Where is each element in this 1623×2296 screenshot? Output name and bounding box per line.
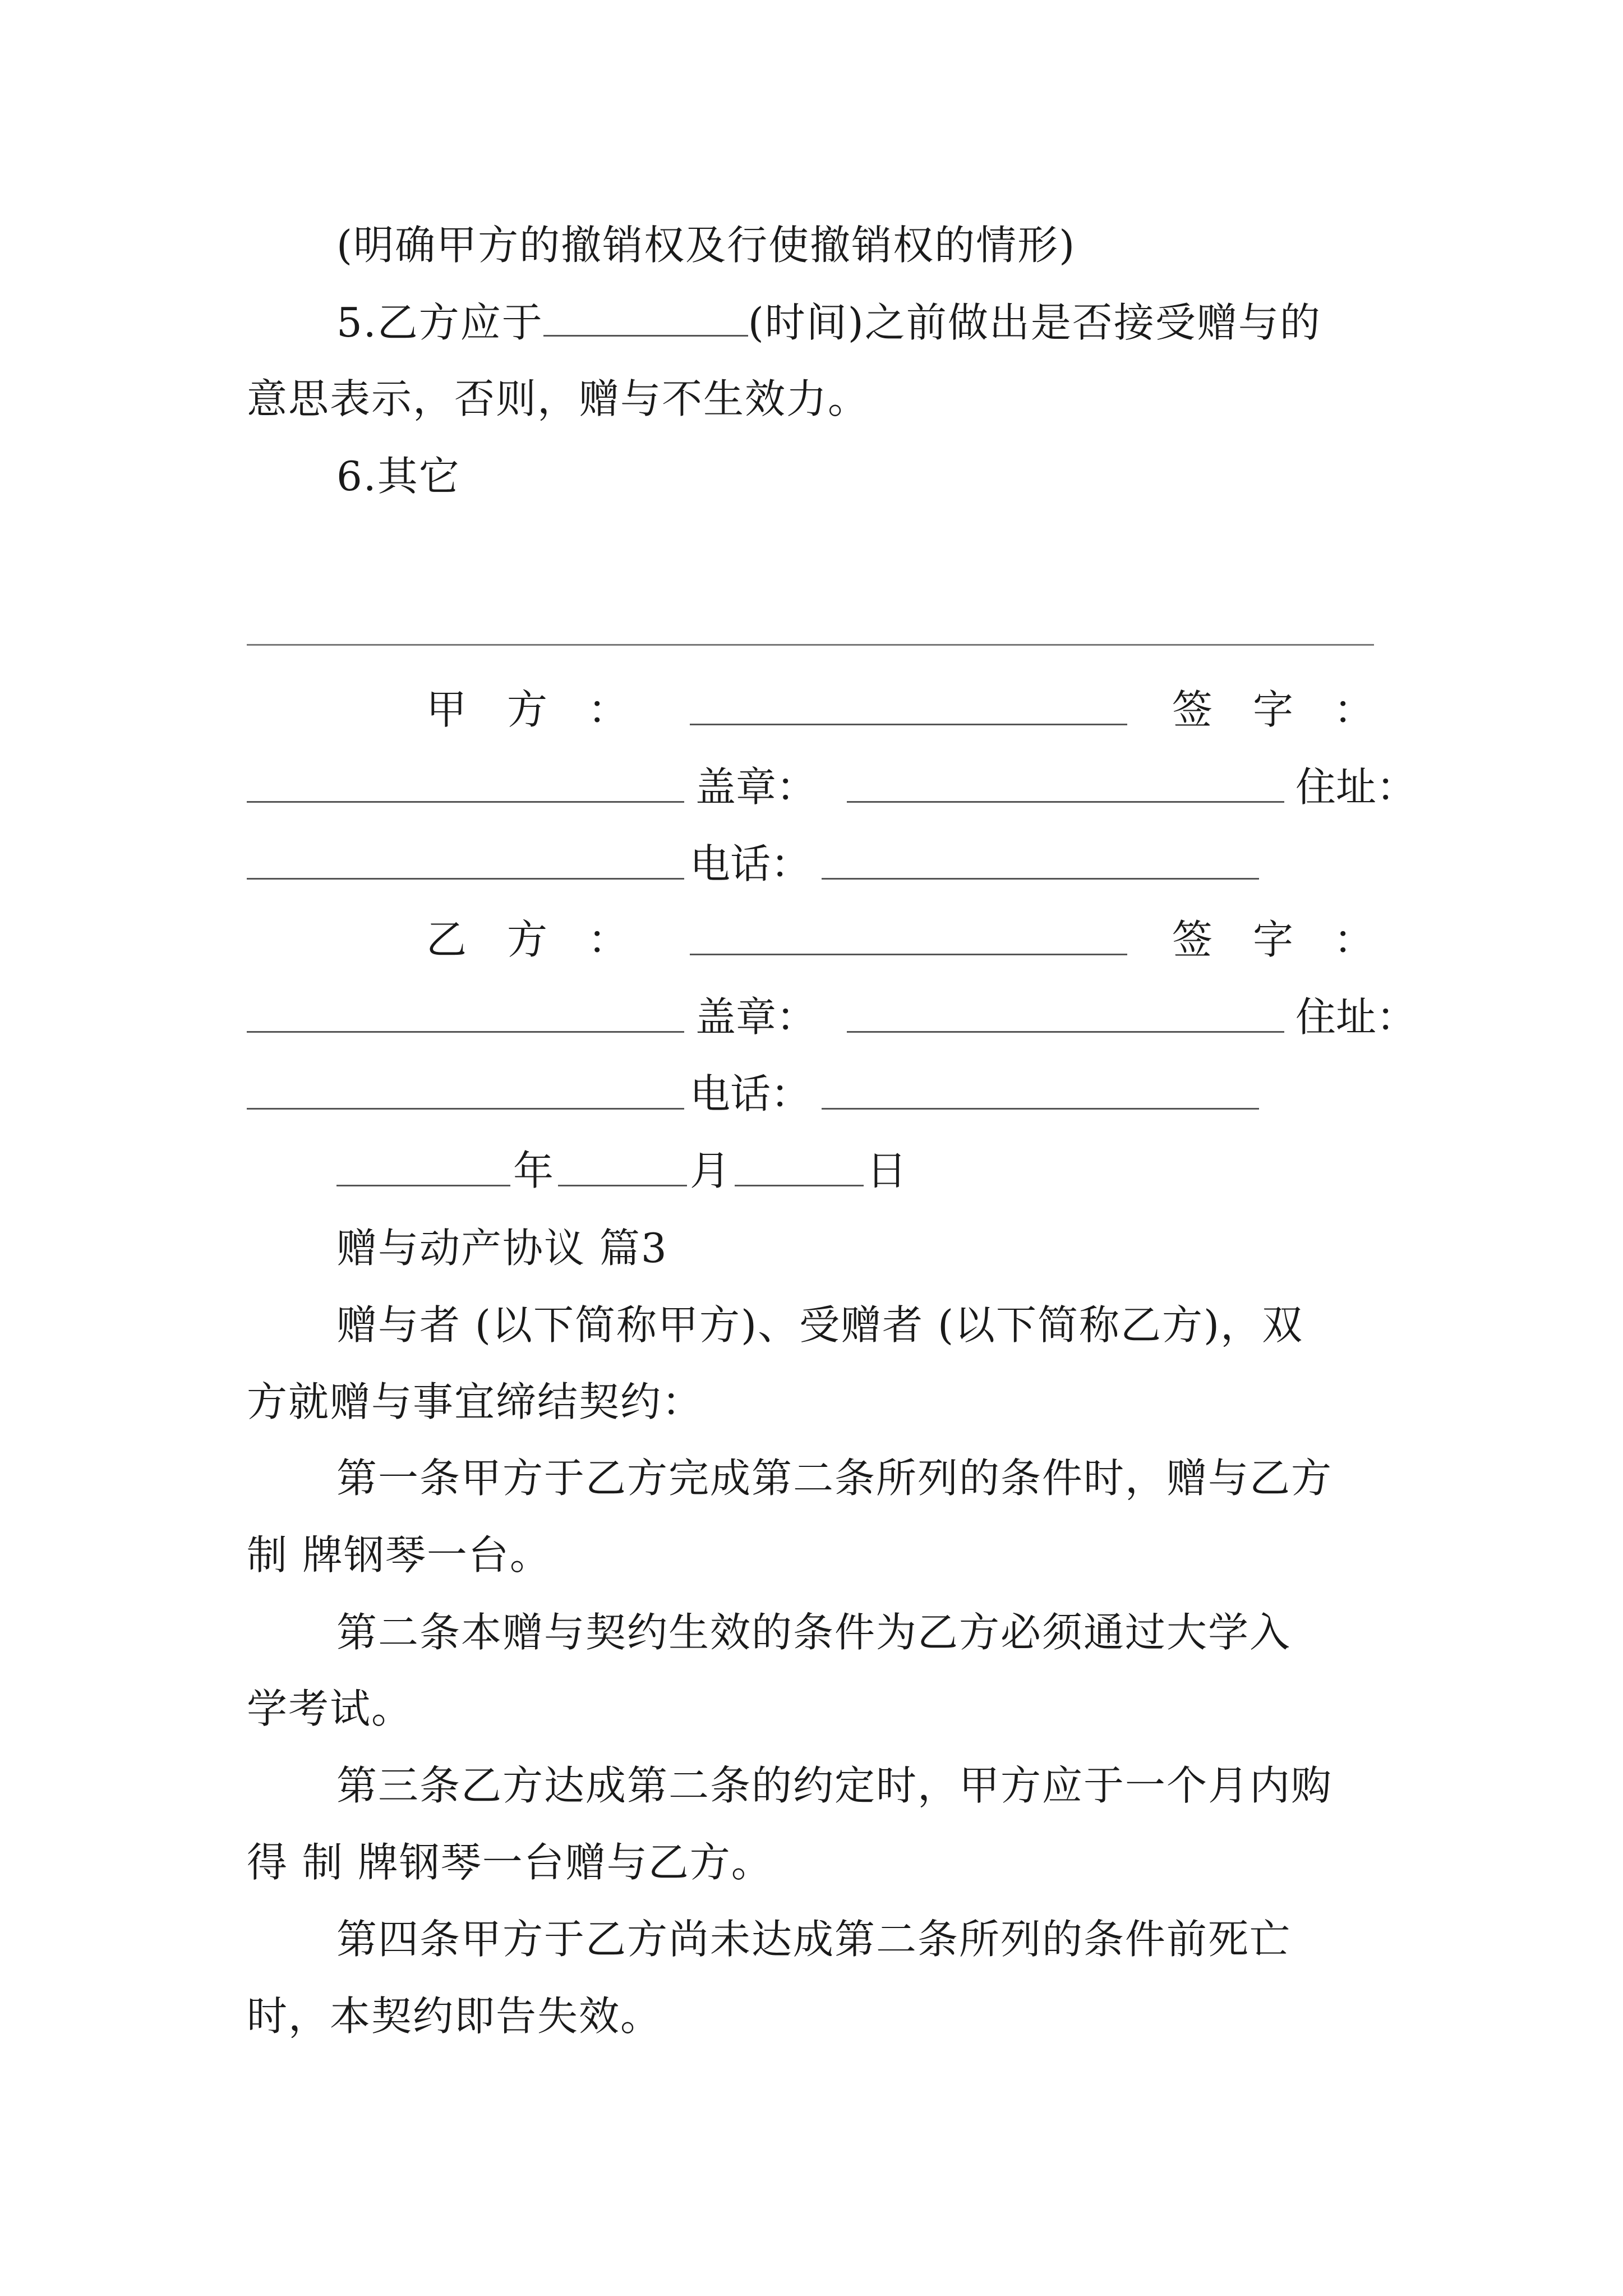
party-a-sign-blank[interactable] [247,801,684,803]
article-3-line-2: 得 制 牌钢琴一台赠与乙方。 [247,1839,773,1886]
month-blank[interactable] [558,1185,687,1186]
party-b-label: 乙 方 ： [426,916,629,963]
article-3-line-1: 第三条乙方达成第二条的约定时，甲方应于一个月内购 [336,1762,1333,1809]
party-a-address-label: 住址： [1295,763,1417,811]
party-a-row [247,679,1413,740]
party-b-seal-blank[interactable] [847,1031,1284,1033]
paragraph-item-5-cont: 意思表示，否则，赠与不生效力。 [247,375,870,422]
party-b-phone-blank[interactable] [822,1108,1259,1110]
party-a-name-blank[interactable] [690,724,1127,725]
intro-line-1: 赠与者 (以下简称甲方)、受赠者 (以下简称乙方)，双 [336,1301,1304,1349]
month-label: 月 [690,1147,731,1194]
party-a-phone-row [247,833,1413,895]
party-a-seal-blank[interactable] [847,801,1284,803]
party-a-phone-label: 电话： [690,840,811,887]
time-blank[interactable] [543,296,748,337]
party-a-sign-label: 签 字 ： [1172,686,1375,733]
paragraph-revocation: (明确甲方的撤销权及行使撤销权的情形) [336,222,1076,269]
year-blank[interactable] [336,1185,510,1186]
party-b-seal-label: 盖章： [695,993,817,1041]
party-b-seal-row [247,986,1417,1048]
party-b-sign-label: 签 字 ： [1172,916,1375,963]
item-5-suffix: (时间)之前做出是否接受赠与的 [748,299,1321,346]
article-2-line-1: 第二条本赠与契约生效的条件为乙方必须通过大学入 [336,1609,1292,1656]
party-a-seal-row [247,756,1417,818]
article-1-line-1: 第一条甲方于乙方完成第二条所列的条件时，赠与乙方 [336,1455,1333,1502]
paragraph-item-6: 6.其它 [336,453,460,500]
party-b-phone-row [247,1063,1413,1125]
party-b-address-label: 住址： [1295,993,1417,1041]
party-b-address-blank[interactable] [247,1108,684,1110]
day-blank[interactable] [735,1185,864,1186]
day-label: 日 [866,1147,907,1194]
party-a-seal-label: 盖章： [695,763,817,811]
article-2-line-2: 学考试。 [247,1685,413,1732]
other-terms-line[interactable] [247,644,1374,646]
party-a-address-blank[interactable] [247,878,684,880]
item-5-prefix: 5.乙方应于 [336,299,543,346]
party-a-label: 甲 方 ： [426,686,629,733]
party-a-phone-blank[interactable] [822,878,1259,880]
article-4-line-1: 第四条甲方于乙方尚未达成第二条所列的条件前死亡 [336,1916,1292,1963]
article-4-line-2: 时，本契约即告失效。 [247,1993,662,2040]
party-b-name-blank[interactable] [690,954,1127,955]
intro-line-2: 方就赠与事宜缔结契约： [247,1378,704,1425]
year-label: 年 [513,1147,554,1194]
article-1-line-2: 制 牌钢琴一台。 [247,1531,551,1579]
party-b-sign-blank[interactable] [247,1031,684,1033]
paragraph-item-5 [336,292,1492,353]
party-b-phone-label: 电话： [690,1070,811,1117]
party-b-row [247,909,1413,970]
section-title: 赠与动产协议 篇3 [336,1225,668,1272]
date-row [247,1140,1413,1202]
